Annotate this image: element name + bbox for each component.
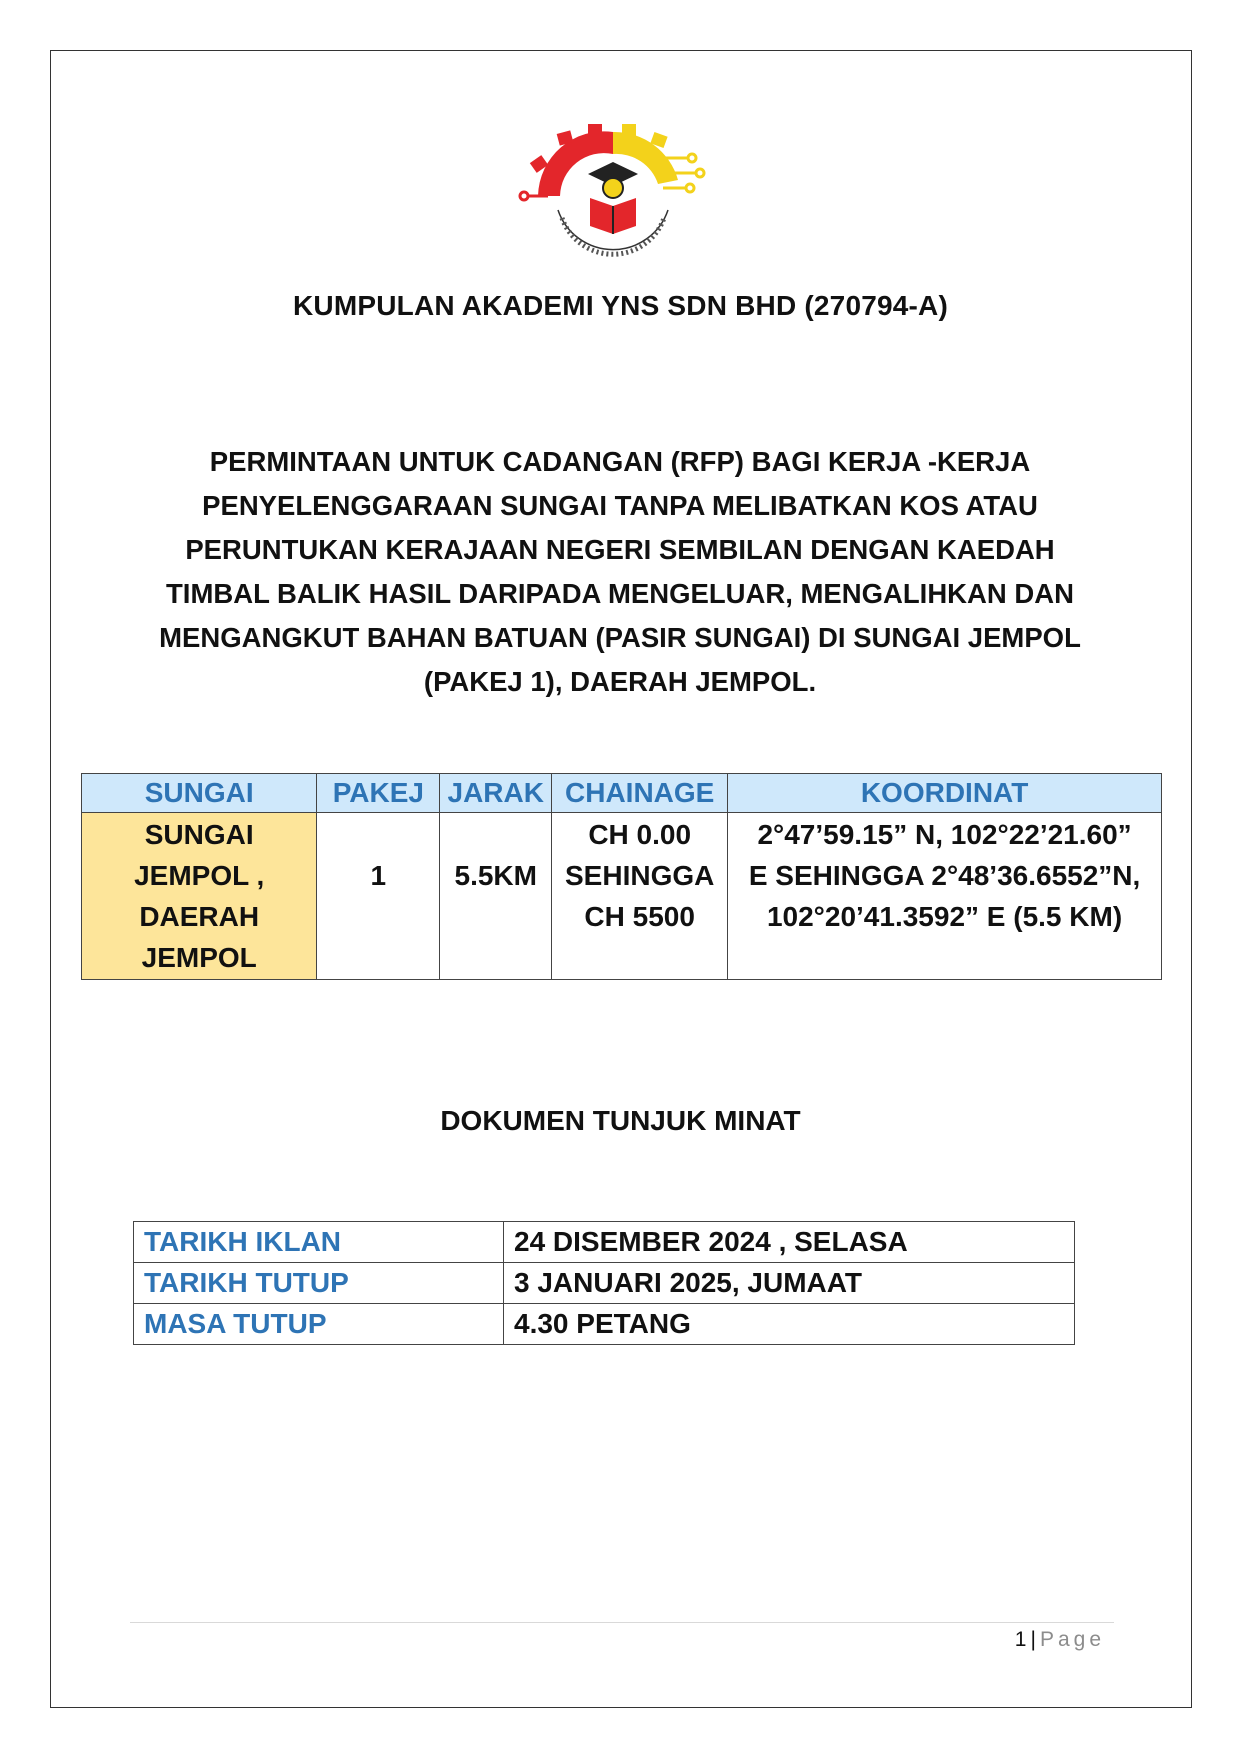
header-sungai: SUNGAI (82, 774, 317, 813)
rfp-title-line: (PAKEJ 1), DAERAH JEMPOL. (423, 666, 817, 697)
footer-divider (130, 1622, 1114, 1623)
header-jarak: JARAK (440, 774, 552, 813)
date-label: TARIKH IKLAN (134, 1222, 504, 1263)
rfp-title-line: PERUNTUKAN KERAJAAN NEGERI SEMBILAN DENGAN KAEDAH (185, 534, 1055, 565)
rfp-title-line: MENGANGKUT BAHAN BATUAN (PASIR SUNGAI) DI SUNGAI JEMPOL (159, 622, 1081, 653)
company-name: KUMPULAN AKADEMI YNS SDN BHD (270794-A) (293, 290, 948, 321)
cell-line: JEMPOL (141, 942, 257, 973)
cell-line: CH 0.00 (588, 819, 692, 850)
cell-line: CH 5500 (584, 901, 695, 932)
table-row (134, 1263, 1075, 1304)
date-label: MASA TUTUP (134, 1304, 504, 1345)
date-value: 4.30 PETANG (504, 1304, 1075, 1345)
table-header-row (82, 774, 1162, 813)
rfp-title (120, 440, 1120, 704)
cell-line: 2°47’59.15” N, 102°22’21.60” (757, 819, 1132, 850)
cell-line: 102°20’41.3592” E (5.5 KM) (766, 901, 1123, 932)
cell-sungai (82, 813, 317, 980)
college-logo-icon (518, 118, 708, 278)
cell-line: E SEHINGGA 2°48’36.6552”N, (748, 860, 1141, 891)
table-row (134, 1222, 1075, 1263)
cell-line: SUNGAI (144, 819, 254, 850)
date-value: 24 DISEMBER 2024 , SELASA (504, 1222, 1075, 1263)
cell-line: DAERAH (139, 901, 260, 932)
rfp-title-line: PENYELENGGARAAN SUNGAI TANPA MELIBATKAN KOS ATAU (202, 490, 1038, 521)
dates-table (133, 1221, 1075, 1345)
cell-value: 5.5KM (454, 860, 537, 891)
rfp-title-line: TIMBAL BALIK HASIL DARIPADA MENGELUAR, MENGALIHKAN DAN (166, 578, 1074, 609)
page-number: 1 (1014, 1628, 1027, 1651)
cell-value: 1 (370, 860, 387, 891)
document-title: DOKUMEN TUNJUK MINAT (440, 1105, 801, 1136)
header-koordinat: KOORDINAT (728, 774, 1162, 813)
date-label: TARIKH TUTUP (134, 1263, 504, 1304)
table-row (134, 1304, 1075, 1345)
cell-koordinat (728, 813, 1162, 980)
page-label: Page (1039, 1628, 1105, 1651)
table-row (82, 813, 1162, 980)
cell-chainage (552, 813, 728, 980)
rfp-title-line: PERMINTAAN UNTUK CADANGAN (RFP) BAGI KERJA -KERJA (209, 446, 1031, 477)
project-table (81, 773, 1162, 980)
cell-line: SEHINGGA (565, 860, 715, 891)
date-value: 3 JANUARI 2025, JUMAAT (504, 1263, 1075, 1304)
cell-line: JEMPOL , (134, 860, 265, 891)
header-pakej: PAKEJ (317, 774, 440, 813)
cell-jarak (440, 813, 552, 980)
footer-separator: | (1030, 1628, 1036, 1651)
header-chainage: CHAINAGE (552, 774, 728, 813)
cell-pakej (317, 813, 440, 980)
page-footer (1015, 1628, 1105, 1652)
